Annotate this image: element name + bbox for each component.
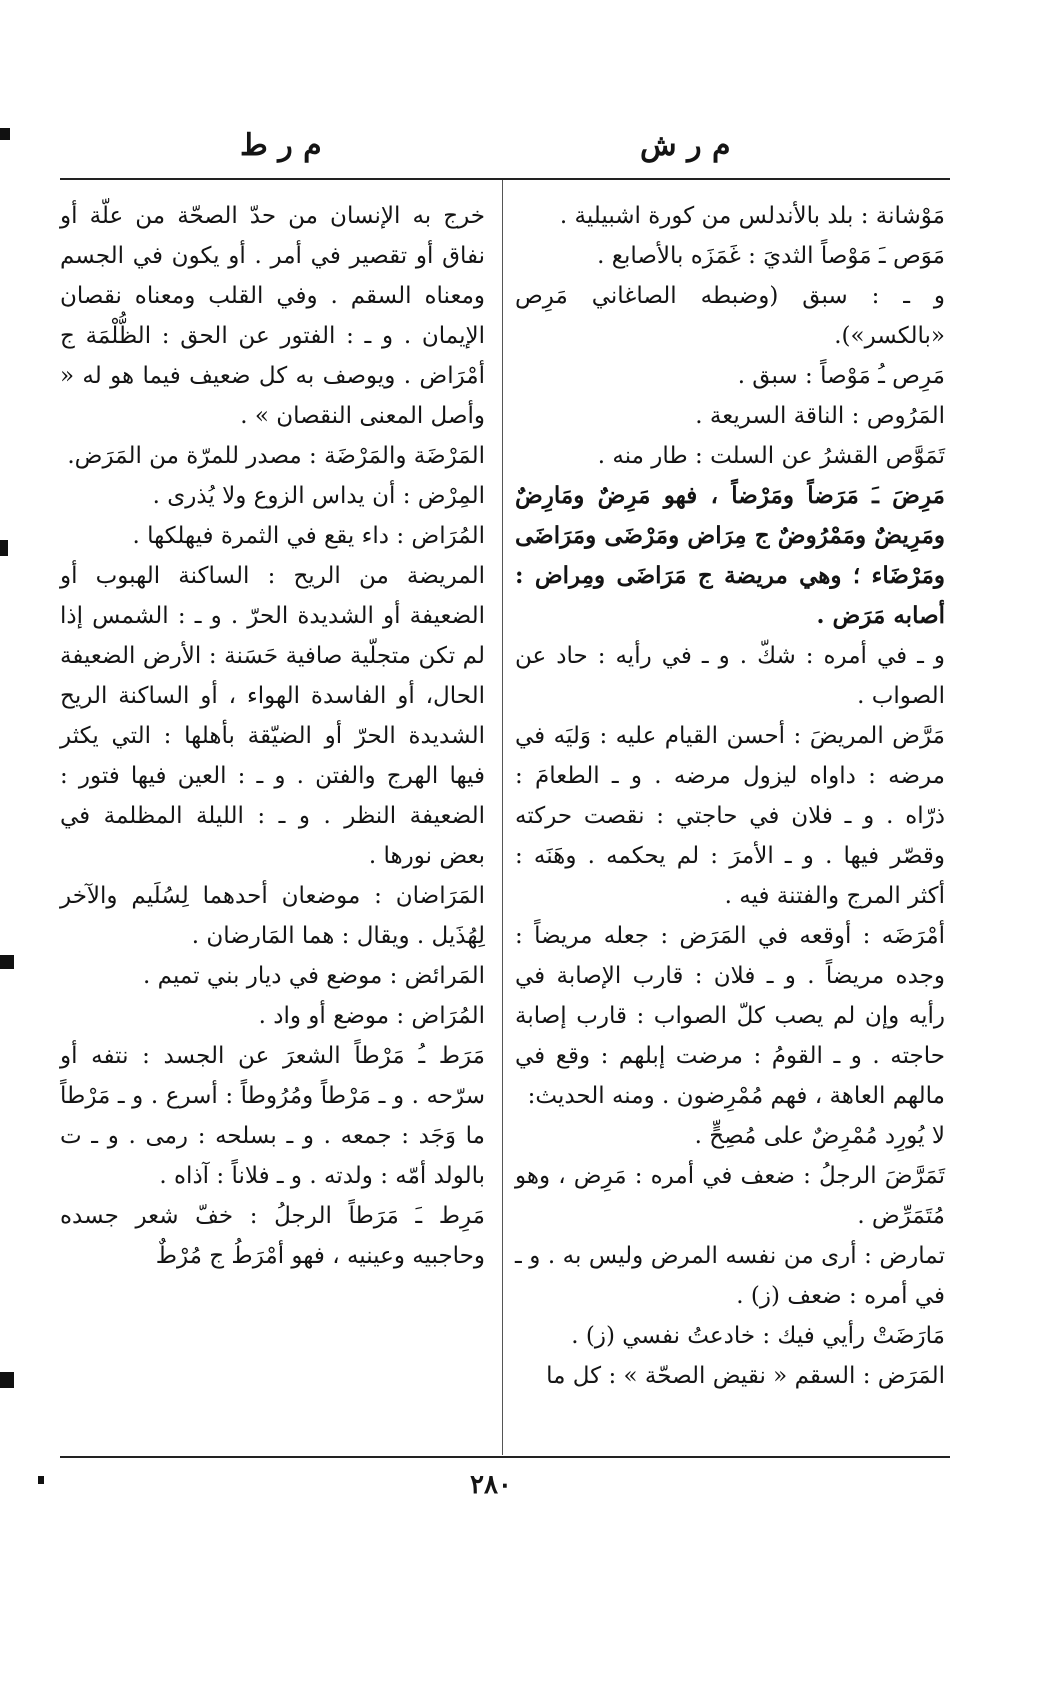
- entry: المُرَاض : داء يقع في الثمرة فيهلكها .: [132, 523, 485, 549]
- entry: المَرُوص : الناقة السريعة .: [695, 403, 945, 429]
- entry: أمْرَضَه : أوقعه في المَرَض : جعله مريضاً : وجده مريضاً . و ـ فلان : قارب الإصابة في رأيه وإن لم يصب كلّ الصواب : قارب إصابة حاجته . و ـ القومُ : مرضت إبلهم : وقع في مالهم العاهة ، فهم مُمْرِضون . ومنه الحديث:: [515, 923, 945, 1109]
- margin-mark: [0, 540, 8, 556]
- column-divider: [502, 180, 503, 1455]
- right-root-heading: م ر ش: [640, 128, 731, 163]
- entry: المَرَاضان : موضعان أحدهما لِسُلَيم والآخر لِهُذَيل . ويقال : هما المَارضان .: [60, 883, 485, 949]
- entry: تَمَوَّص القشرُ عن السلت : طار منه .: [597, 443, 945, 469]
- entry: المَرَض : السقم « نقيض الصحّة » : كل ما: [546, 1363, 945, 1389]
- entry: خرج به الإنسان من حدّ الصحّة من علّة أو نفاق أو تقصير في أمر . أو يكون في الجسم ومعناه السقم . وفي القلب ومعناه نقصان الإيمان . و ـ : الفتور عن الحق : الظُّلْمَة ج أمْرَاض . ويوصف به كل ضعيف فيما هو له « وأصل المعنى النقصان » .: [60, 203, 485, 429]
- right-column: [515, 196, 945, 1396]
- entry: تَمَرَّضَ الرجلُ : ضعف في أمره : مَرِض ، وهو مُتَمَرِّض .: [515, 1163, 945, 1229]
- entry: المُرَاض : موضع أو واد .: [258, 1003, 485, 1029]
- page-header: [0, 128, 1062, 168]
- entry: مَوَص ـَ مَوْصاً الثديَ : غَمَزَه بالأصابع .: [597, 243, 945, 269]
- bottom-rule: [60, 1456, 950, 1458]
- margin-mark: [0, 955, 14, 969]
- margin-mark: [0, 1372, 14, 1388]
- margin-mark: [38, 1476, 44, 1484]
- entry: مَرَط ـُ مَرْطاً الشعرَ عن الجسد : نتفه أو سرّحه . و ـ مَرْطاً ومُرُوطاً : أسرع . و ـ مَرْطاً ما وَجَد : جمعه . و ـ بسلحه : رمى . و ـ ت بالولد أمّه : ولدته . و ـ فلاناً : آذاه .: [60, 1043, 485, 1189]
- entry: المريضة من الريح : الساكنة الهبوب أو الضعيفة أو الشديدة الحرّ . و ـ : الشمس إذا لم تكن متجلّية صافية حَسَنة : الأرض الضعيفة الحال، أو الفاسدة الهواء ، أو الساكنة الريح الشديدة الحرّ أو الضيّقة بأهلها : التي يكثر فيها الهرج والفتن . و ـ : العين فيها فتور : الضعيفة النظر . و ـ : الليلة المظلمة في بعض نورها .: [60, 563, 486, 869]
- page-number: ٢٨٠: [470, 1470, 512, 1500]
- top-rule: [60, 178, 950, 180]
- entry: و ـ : سبق (وضبطه الصاغاني مَرِص «بالكسر»).: [515, 283, 945, 349]
- entry: المَرْضَة والمَرْضَة : مصدر للمرّة من المَرَض.: [67, 443, 485, 469]
- left-root-heading: م ر ط: [240, 128, 322, 163]
- entry: المَرائض : موضع في ديار بني تميم .: [143, 963, 485, 989]
- entry: مَرِط ـَ مَرَطاً الرجلُ : خفّ شعر جسده وحاجبيه وعينيه ، فهو أمْرَطُ ج مُرْطٌ: [60, 1203, 485, 1269]
- entry: مَارَضَتْ رأيي فيك : خادعتُ نفسي (ز) .: [571, 1323, 945, 1349]
- entry: مَرِضَ ـَ مَرَضاً ومَرْضاً ، فهو مَرِضٌ ومَارِضٌ ومَرِيضٌ ومَمْرُوضٌ ج مِرَاض ومَرْضَى ومَرَاضَى ومَرْضَاء ؛ وهي مريضة ج مَرَاضَى ومِراض : أصابه مَرَض .: [515, 482, 945, 629]
- entry: مَوْشانة : بلد بالأندلس من كورة اشبيلية .: [559, 203, 945, 229]
- entry: تمارض : أرى من نفسه المرض وليس به . و ـ في أمره : ضعف (ز) .: [515, 1243, 945, 1309]
- entry: مَرَّض المريضَ : أحسن القيام عليه : وَليَه في مرضه : داواه ليزول مرضه . و ـ الطعامَ : ذرّاه . و ـ فلان في حاجتي : نقصت حركته وقصّر فيها . و ـ الأمرَ : لم يحكمه . وهَنَه : أكثر المرج والفتنة فيه .: [515, 723, 945, 909]
- entry: لا يُورِد مُمْرِضٌ على مُصِحٍّ .: [694, 1123, 945, 1149]
- entry: المِرْض : أن يداس الزوع ولا يُذرى .: [152, 483, 485, 509]
- entry: و ـ في أمره : شكّ . و ـ في رأيه : حاد عن الصواب .: [515, 643, 945, 709]
- entry: مَرِص ـُ مَوْصاً : سبق .: [737, 363, 945, 389]
- left-column: [60, 196, 485, 1276]
- margin-mark: [0, 128, 10, 140]
